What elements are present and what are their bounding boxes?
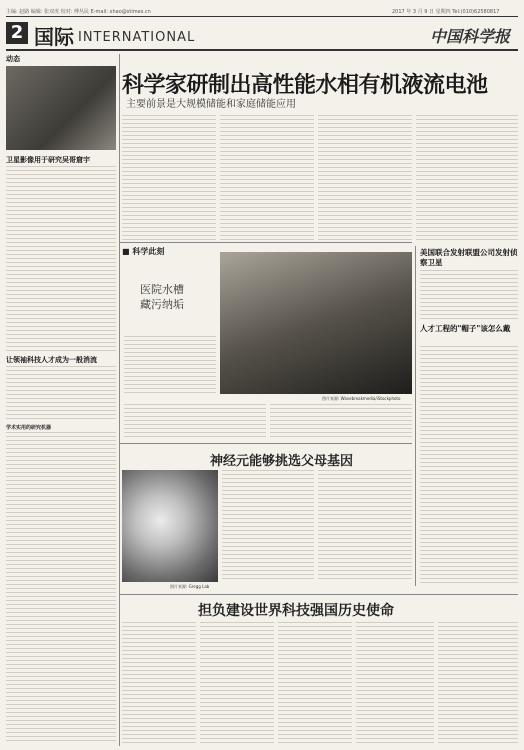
callout-line-2: 藏污纳垢 <box>140 298 184 311</box>
temple-photo <box>6 66 116 150</box>
article-body-leaders <box>6 366 116 420</box>
box-label: ■ 科学此刻 <box>122 247 165 256</box>
neuron-body-col1 <box>222 470 314 582</box>
sink-photo <box>220 252 412 394</box>
neuron-rule <box>120 443 412 444</box>
neuron-photo-credit: 图片来源: Gregg Lab <box>170 584 210 589</box>
right-article2-title: 人才工程的"帽子"该怎么戴 <box>420 324 511 333</box>
bottom-body-col3 <box>278 622 352 744</box>
right-article1-body <box>420 270 518 322</box>
bottom-body-col4 <box>356 622 434 744</box>
lead-body-col1 <box>122 115 216 243</box>
editors-line: 主编: 赵路 编辑: 张双虎 校对: 傅丛民 E-mail: xhao@stimes.cn <box>6 9 151 15</box>
box-body-col1 <box>124 404 266 440</box>
box-label-text: 科学此刻 <box>132 247 165 256</box>
date-line: 2017 年 3 月 9 日 星期四 Tel:(010)62580817 <box>392 9 500 15</box>
left-column <box>6 54 116 64</box>
box-rule <box>120 242 412 243</box>
sink-photo-credit: 图片来源: Wavebreakmedia/iStockphoto <box>322 396 401 401</box>
header-rule <box>6 49 518 51</box>
column-divider <box>119 54 120 746</box>
neuron-body-col2 <box>318 470 412 582</box>
neuron-photo <box>122 470 218 582</box>
section-title-en: INTERNATIONAL <box>78 30 196 45</box>
article-title-satellite: 卫星影像用于研究吴哥窟宇 <box>6 156 90 164</box>
left-subhead: 学术实用的研究机器 <box>6 425 52 431</box>
bottom-body-col2 <box>200 622 274 744</box>
box-body-col2 <box>270 404 412 440</box>
neuron-headline: 神经元能够挑选父母基因 <box>210 454 354 469</box>
article-body-leaders-cont <box>6 432 116 742</box>
lead-subheadline: 主要前景是大规模储能和家庭储能应用 <box>126 99 296 110</box>
right-article1-title: 美国联合发射联盟公司发射侦察卫星 <box>420 248 518 267</box>
top-rule <box>6 16 518 17</box>
bottom-body-col5 <box>438 622 518 744</box>
article-body-satellite <box>6 166 116 352</box>
lead-body-col3 <box>318 115 412 243</box>
callout-line-1: 医院水槽 <box>140 283 184 296</box>
section-title: 国际 <box>34 25 74 49</box>
lead-body-col4 <box>416 115 518 243</box>
page-number: 2 <box>6 22 28 44</box>
right-divider <box>415 246 416 586</box>
bottom-rule <box>120 594 518 595</box>
bottom-headline: 担负建设世界科技强国历史使命 <box>198 603 394 619</box>
lead-body-col2 <box>220 115 314 243</box>
callout-text <box>140 282 184 312</box>
left-column-label: 动态 <box>6 55 20 63</box>
article-title-leaders: 让领袖科技人才成为一般消流 <box>6 356 97 364</box>
right-article2-body <box>420 346 518 586</box>
bottom-body-col1 <box>122 622 196 744</box>
masthead-logo: 中国科学报 <box>430 27 511 46</box>
lead-headline: 科学家研制出高性能水相有机液流电池 <box>122 73 488 98</box>
box-intro-text <box>124 336 216 396</box>
